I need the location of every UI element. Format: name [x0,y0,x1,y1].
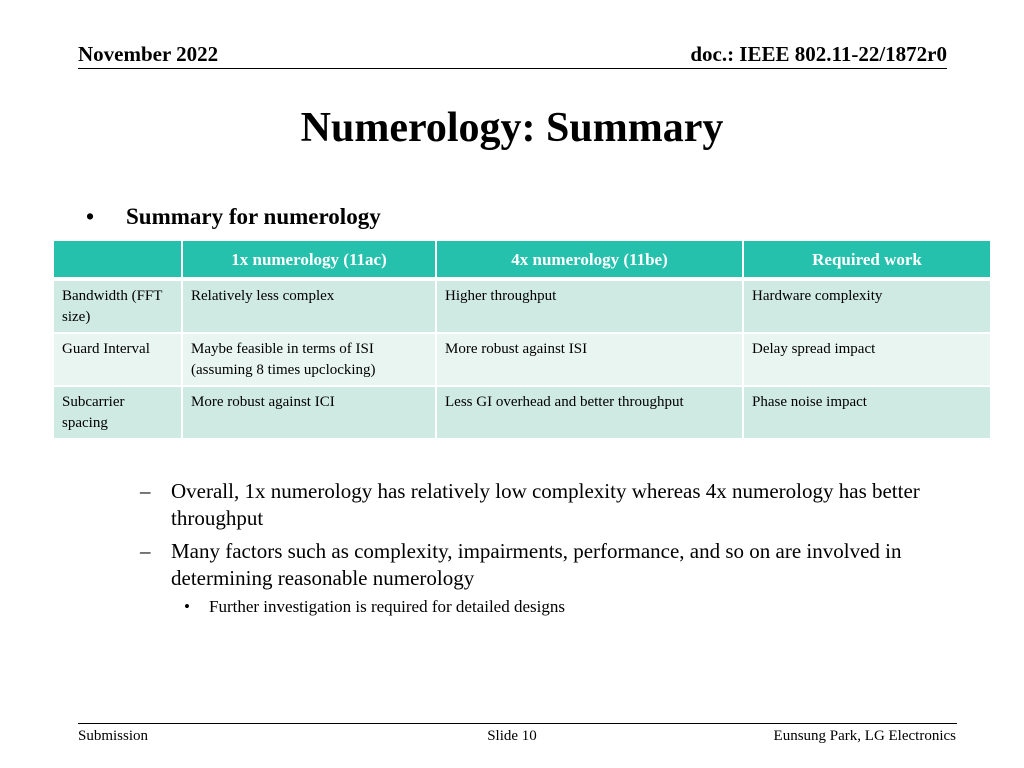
header-divider [78,68,947,69]
table-cell: More robust against ISI [436,333,743,386]
table-cell: Phase noise impact [743,386,991,439]
numerology-summary-table [52,239,992,440]
table-cell: More robust against ICI [182,386,436,439]
sub-bullet-overall [140,478,940,532]
sub-bullet-text: Many factors such as complexity, impairments, performance, and so on are involved in determining reasonable numerology [171,539,902,590]
table-cell: Relatively less complex [182,279,436,333]
table-row [53,279,991,333]
table-header-cell [53,240,182,279]
table-header-cell: 4x numerology (11be) [436,240,743,279]
bullet-summary-text: Summary for numerology [126,204,381,229]
sub-bullet-text: Overall, 1x numerology has relatively low complexity whereas 4x numerology has better throughput [171,479,920,530]
footer-submission: Submission [78,728,149,744]
table-header-cell: Required work [743,240,991,279]
table-cell: Guard Interval [53,333,182,386]
table-header-row [53,240,991,279]
table-cell: Subcarrier spacing [53,386,182,439]
dash-marker: – [140,479,151,503]
bullet-marker: • [86,204,95,229]
table-cell: Delay spread impact [743,333,991,386]
dash-marker: – [140,539,151,563]
bullet-summary [86,204,381,230]
table-cell: Higher throughput [436,279,743,333]
bullet-marker: • [184,597,190,616]
table-row [53,333,991,386]
table-cell: Less GI overhead and better throughput [436,386,743,439]
header-date: November 2022 [78,42,219,66]
table-row [53,386,991,439]
nested-bullet-text: Further investigation is required for detailed designs [209,597,565,616]
table-cell: Maybe feasible in terms of ISI (assuming 8 times upclocking) [182,333,436,386]
header-doc-id: doc.: IEEE 802.11-22/1872r0 [690,42,947,66]
nested-bullet-investigation [184,597,565,617]
sub-bullet-factors [140,538,940,592]
footer-author: Eunsung Park, LG Electronics [773,728,956,744]
table-header-cell: 1x numerology (11ac) [182,240,436,279]
table-cell: Bandwidth (FFT size) [53,279,182,333]
footer-slide-number: Slide 10 [487,728,537,744]
table-cell: Hardware complexity [743,279,991,333]
slide-title: Numerology: Summary [300,105,724,151]
footer-divider [78,723,957,724]
